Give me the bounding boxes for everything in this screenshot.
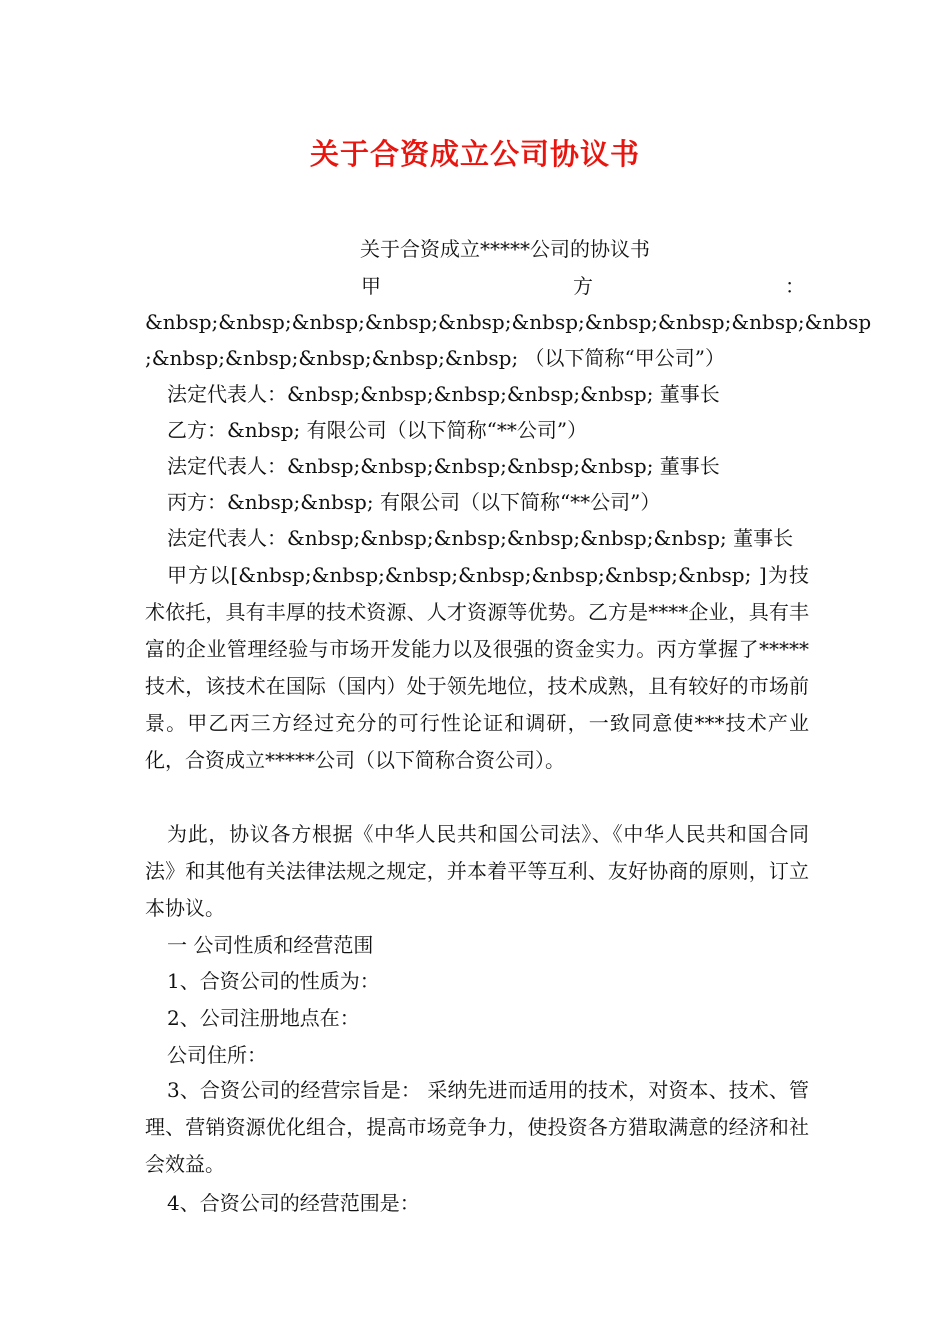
party-b-line: 乙方：&nbsp; 有限公司（以下简称“**公司”） bbox=[167, 418, 588, 442]
party-a-char-2: 方 bbox=[573, 274, 593, 298]
intro-paragraph: 甲方以[&nbsp;&nbsp;&nbsp;&nbsp;&nbsp;&nbsp;&nbsp; ]为技术依托，具有丰厚的技术资源、人才资源等优势。乙方是****企业，具有丰富的企业管理经验与市场开发能力以及很强的资金实力。丙方掌握了*****技术，该技术在国际（国内）处于领先地位，技术成熟，且有较好的市场前景。甲乙丙三方经过充分的可行性论证和调研，一致同意使***技术产业化，合资成立*****公司（以下简称合资公司）。 bbox=[145, 563, 809, 772]
agreement-subtitle: 关于合资成立*****公司的协议书 bbox=[360, 237, 650, 261]
item-4: 4、合资公司的经营范围是： bbox=[167, 1191, 420, 1215]
basis-paragraph: 为此，协议各方根据《中华人民共和国公司法》、《中华人民共和国合同法》和其他有关法律法规之规定，并本着平等互利、友好协商的原则，订立本协议。 bbox=[145, 822, 809, 920]
document-title: 关于合资成立公司协议书 bbox=[309, 137, 640, 171]
party-a-colon: ： bbox=[785, 274, 805, 298]
item-3: 3、合资公司的经营宗旨是： 采纳先进而适用的技术，对资本、技术、管理、营销资源优化组合，提高市场竞争力，使投资各方猎取满意的经济和社会效益。 bbox=[145, 1078, 809, 1176]
section-heading: 一 公司性质和经营范围 bbox=[167, 933, 374, 957]
party-a-char-1: 甲 bbox=[361, 274, 381, 298]
company-address: 公司住所： bbox=[167, 1043, 267, 1067]
party-a-continuation: ;&nbsp;&nbsp;&nbsp;&nbsp;&nbsp; （以下简称“甲公司”） bbox=[145, 346, 725, 370]
party-b-representative: 法定代表人：&nbsp;&nbsp;&nbsp;&nbsp;&nbsp; 董事长 bbox=[167, 454, 720, 478]
party-a-representative: 法定代表人：&nbsp;&nbsp;&nbsp;&nbsp;&nbsp; 董事长 bbox=[167, 382, 720, 406]
party-a-label bbox=[145, 270, 805, 299]
party-c-line: 丙方：&nbsp;&nbsp; 有限公司（以下简称“**公司”） bbox=[167, 490, 661, 514]
party-a-placeholder-row: &nbsp;&nbsp;&nbsp;&nbsp;&nbsp;&nbsp;&nbsp;&nbsp;&nbsp;&nbsp bbox=[145, 310, 872, 334]
party-c-representative: 法定代表人：&nbsp;&nbsp;&nbsp;&nbsp;&nbsp;&nbsp; 董事长 bbox=[167, 526, 794, 550]
item-2: 2、公司注册地点在： bbox=[167, 1006, 360, 1030]
item-1: 1、合资公司的性质为： bbox=[167, 969, 380, 993]
